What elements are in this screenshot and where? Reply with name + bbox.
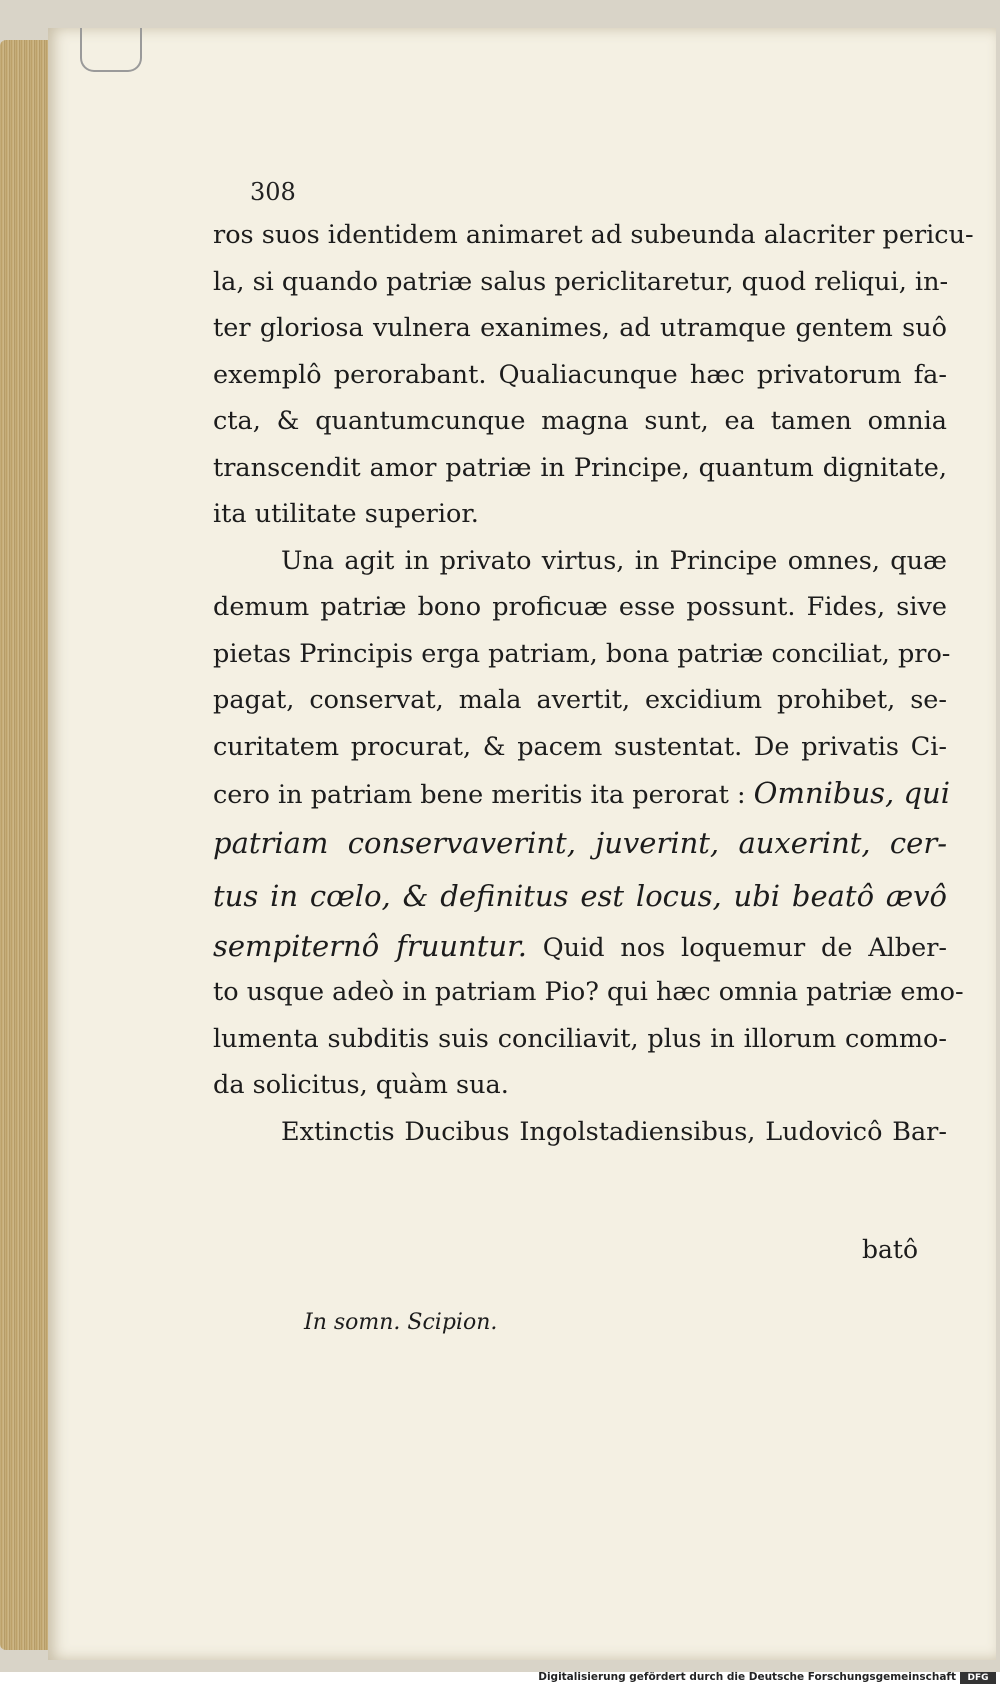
quote-line: tus in cœlo, & definitus est locus, ubi beatô ævô xyxy=(213,878,947,913)
text-line: lumenta subditis suis conciliavit, plus in illorum commo- xyxy=(213,1023,947,1054)
page-edges xyxy=(0,40,52,1650)
text-line: pagat, conservat, mala avertit, excidium prohibet, se- xyxy=(213,685,947,715)
text-line: to usque adeò in patriam Pio? qui hæc omnia patriæ emo- xyxy=(213,977,964,1007)
text-segment: cero in patriam bene meritis ita perorat : xyxy=(213,780,746,810)
dfg-logo: DFG xyxy=(960,1672,996,1684)
quote-start: Omnibus, qui xyxy=(753,776,950,810)
main-text xyxy=(213,212,974,1155)
catchword: batô xyxy=(862,1235,919,1264)
text-line: da solicitus, quàm sua. xyxy=(213,1070,509,1100)
text-line: transcendit amor patriæ in Principe, quantum dignitate, xyxy=(213,452,947,483)
footnote: In somn. Scipion. xyxy=(304,1310,498,1335)
text-line: demum patriæ bono proficuæ esse possunt. Fides, sive xyxy=(213,592,947,622)
text-line: Extinctis Ducibus Ingolstadiensibus, Ludovicô Bar- xyxy=(281,1116,947,1147)
text-line: Una agit in privato virtus, in Principe omnes, quæ xyxy=(281,545,947,576)
text-line: curitatem procurat, & pacem sustentat. De privatis Ci- xyxy=(213,731,947,762)
text-line: exemplô perorabant. Qualiacunque hæc privatorum fa- xyxy=(213,359,947,390)
text-line: ita utilitate superior. xyxy=(213,499,479,529)
quote-line: patriam conservaverint, juverint, auxerint, cer- xyxy=(213,825,947,860)
text-line: ros suos identidem animaret ad subeunda alacriter pericu- xyxy=(213,220,974,250)
page-number: 308 xyxy=(250,178,296,206)
clip-mark xyxy=(80,28,142,72)
text-line: pietas Principis erga patriam, bona patriæ conciliat, pro- xyxy=(213,638,951,669)
text-line: la, si quando patriæ salus periclitaretur, quod reliqui, in- xyxy=(213,266,949,297)
footer-credit: Digitalisierung gefördert durch die Deutsche Forschungsgemeinschaft xyxy=(538,1671,956,1683)
text-segment: Quid nos loquemur de Alber- xyxy=(542,932,947,963)
text-line xyxy=(213,770,950,817)
text-line: ter gloriosa vulnera exanimes, ad utramque gentem suô xyxy=(213,313,947,343)
text-line: cta, & quantumcunque magna sunt, ea tamen omnia xyxy=(213,406,947,436)
quote-end: sempiternô fruuntur. xyxy=(213,928,527,963)
text-line xyxy=(213,923,947,970)
